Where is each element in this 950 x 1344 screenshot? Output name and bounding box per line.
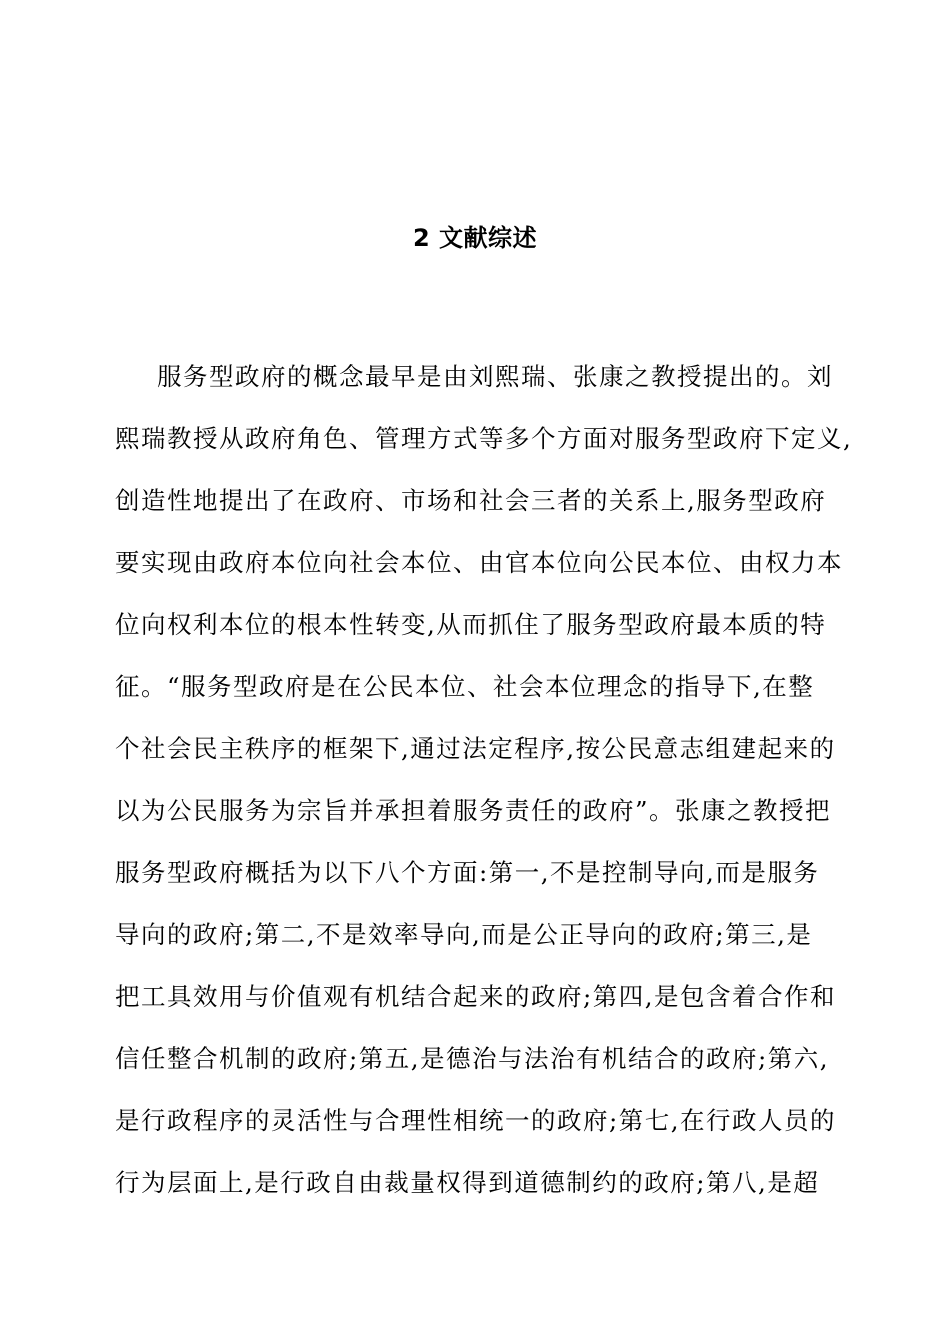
paragraph-line: 信任整合机制的政府;第五,是德治与法治有机结合的政府;第六, (115, 1044, 830, 1073)
body-paragraph (115, 361, 855, 1229)
paragraph-line: 是行政程序的灵活性与合理性相统一的政府;第七,在行政人员的 (115, 1106, 837, 1135)
paragraph-line: 个社会民主秩序的框架下,通过法定程序,按公民意志组建起来的 (115, 734, 836, 763)
paragraph-line: 熙瑞教授从政府角色、管理方式等多个方面对服务型政府下定义, (115, 424, 853, 453)
paragraph-line: 服务型政府的概念最早是由刘熙瑞、张康之教授提出的。刘 (157, 362, 833, 391)
paragraph-line: 创造性地提出了在政府、市场和社会三者的关系上,服务型政府 (115, 486, 827, 515)
paragraph-line: 把工具效用与价值观有机结合起来的政府;第四,是包含着合作和 (115, 982, 837, 1011)
paragraph-line: 导向的政府;第二,不是效率导向,而是公正导向的政府;第三,是 (115, 920, 813, 949)
paragraph-line: 服务型政府概括为以下八个方面:第一,不是控制导向,而是服务 (115, 858, 820, 887)
paragraph-line: 行为层面上,是行政自由裁量权得到道德制约的政府;第八,是超 (115, 1168, 820, 1197)
paragraph-line: 征。“服务型政府是在公民本位、社会本位理念的指导下,在整 (115, 672, 815, 701)
paragraph-line: 要实现由政府本位向社会本位、由官本位向公民本位、由权力本 (115, 548, 843, 577)
paragraph-line: 位向权利本位的根本性转变,从而抓住了服务型政府最本质的特 (115, 610, 827, 639)
section-heading: 2 文献综述 (412, 224, 538, 252)
paragraph-line: 以为公民服务为宗旨并承担着服务责任的政府”。张康之教授把 (115, 796, 832, 825)
